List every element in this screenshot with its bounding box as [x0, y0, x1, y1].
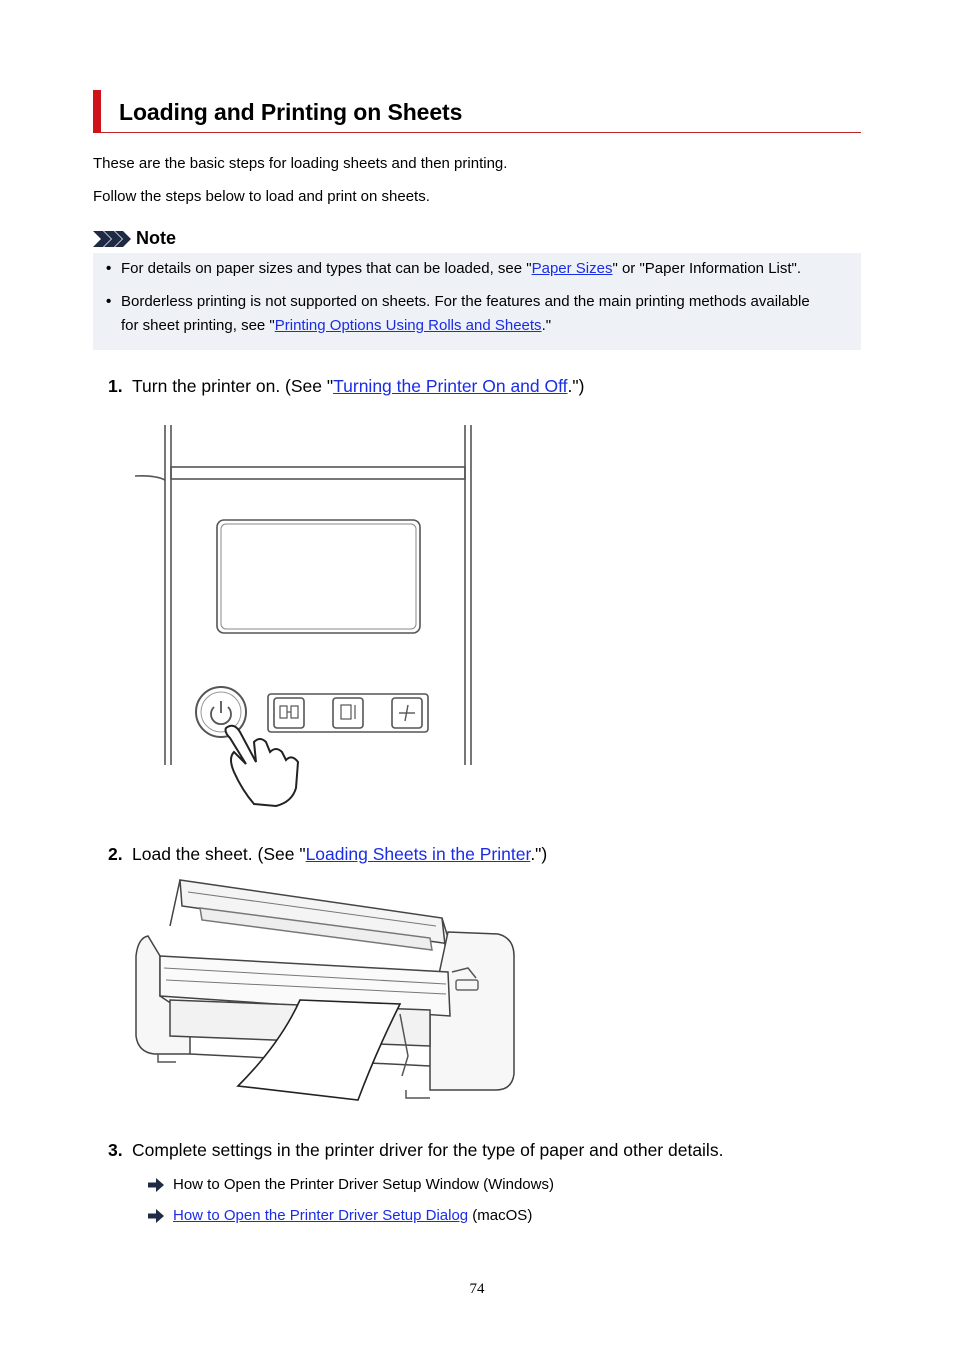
note-item-2-text-after: ." [541, 317, 552, 334]
section-header [93, 90, 861, 133]
note-item-2 [106, 290, 861, 338]
macos-label: (macOS) [468, 1207, 533, 1224]
step-1 [108, 376, 584, 397]
note-item-2-text-before: for sheet printing, see " [121, 317, 275, 334]
intro-paragraph-2: Follow the steps below to load and print on sheets. [93, 188, 430, 205]
note-box [93, 253, 861, 350]
printing-options-link[interactable]: Printing Options Using Rolls and Sheets [274, 317, 542, 334]
macos-setup-dialog-link[interactable]: How to Open the Printer Driver Setup Dialog [173, 1207, 469, 1224]
printer-control-panel-illustration [130, 420, 480, 810]
page-number: 74 [469, 1281, 485, 1297]
step-3 [108, 1140, 723, 1161]
note-label: Note [136, 228, 176, 248]
bullet: • [106, 260, 112, 277]
step-3-text: Complete settings in the printer driver for the type of paper and other details. [132, 1140, 724, 1160]
loading-sheets-link[interactable]: Loading Sheets in the Printer [305, 844, 531, 864]
title-accent-bar [93, 90, 101, 133]
step-number: 1. [108, 376, 123, 396]
note-chevrons-icon [93, 231, 131, 247]
paper-sizes-link[interactable]: Paper Sizes [531, 260, 613, 277]
note-item-2-line1: Borderless printing is not supported on sheets. For the features and the main printing methods available [121, 293, 810, 310]
step-number: 2. [108, 844, 123, 864]
turning-printer-on-off-link[interactable]: Turning the Printer On and Off [333, 376, 568, 396]
printer-loading-sheet-illustration [130, 876, 522, 1106]
step-1-text-before: Turn the printer on. (See " [132, 376, 334, 396]
intro-paragraph-1: These are the basic steps for loading sheets and then printing. [93, 155, 508, 172]
note-item-1-text-before: For details on paper sizes and types that can be loaded, see " [121, 260, 532, 277]
windows-setup-text: How to Open the Printer Driver Setup Window (Windows) [173, 1176, 554, 1193]
step-2-text-before: Load the sheet. (See " [132, 844, 306, 864]
macos-setup-line [173, 1207, 532, 1224]
bullet: • [106, 293, 112, 310]
step-1-text-after: .") [567, 376, 585, 396]
note-item-1-text-after: " or "Paper Information List". [612, 260, 802, 277]
step-2-text-after: .") [530, 844, 548, 864]
note-item-1 [106, 257, 861, 281]
step-2 [108, 844, 547, 865]
right-arrow-icon [148, 1178, 164, 1192]
page-title: Loading and Printing on Sheets [119, 99, 463, 125]
step-number: 3. [108, 1140, 123, 1160]
right-arrow-icon [148, 1209, 164, 1223]
